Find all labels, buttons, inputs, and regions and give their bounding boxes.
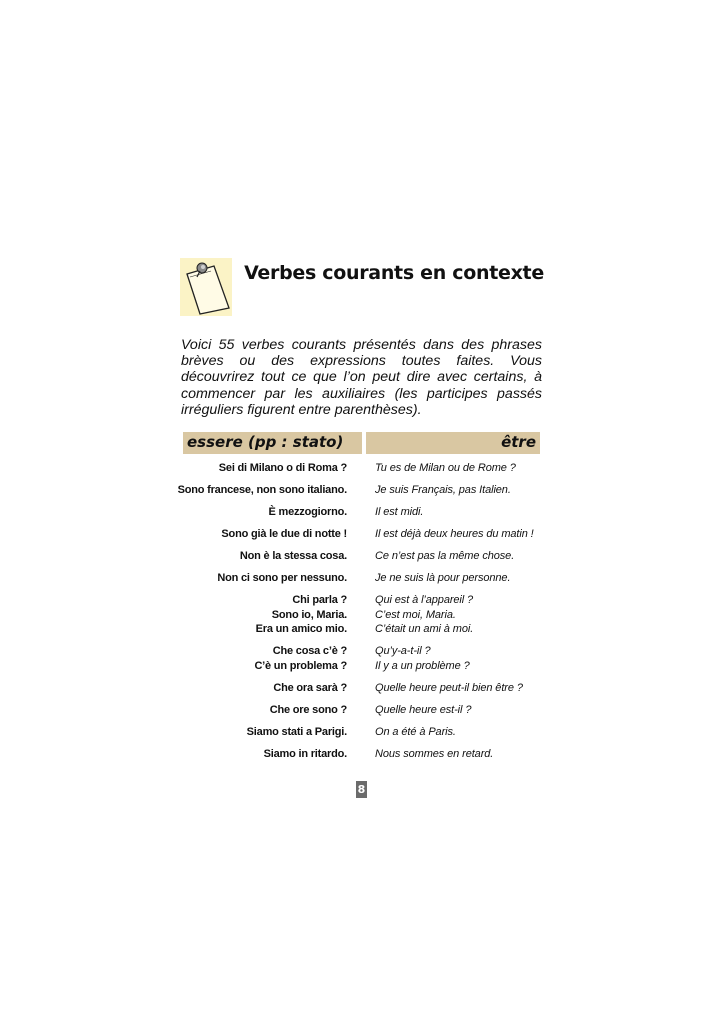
french-translation-line: On a été à Paris. <box>375 726 456 738</box>
french-translation-line: Qui est à l’appareil ? <box>375 594 474 606</box>
french-translation-line: Quelle heure est-il ? <box>375 704 472 716</box>
italian-phrase <box>147 593 347 637</box>
french-translation <box>375 747 545 762</box>
section-header-italian <box>183 432 362 454</box>
italian-phrase <box>147 505 347 520</box>
italian-phrase <box>147 571 347 586</box>
italian-phrase <box>147 703 347 718</box>
italian-phrase-line: Siamo stati a Parigi. <box>246 726 347 738</box>
italian-phrase-line: Che cosa c’è ? <box>272 645 347 657</box>
french-translation-line: Qu’y-a-t-il ? <box>375 645 431 657</box>
french-translation <box>375 593 545 637</box>
italian-phrase-line: Che ore sono ? <box>269 704 347 716</box>
french-translation-line: Il y a un problème ? <box>375 659 470 672</box>
french-translation-line: C’était un ami à moi. <box>375 623 474 635</box>
italian-phrase-line: Era un amico mio. <box>255 623 347 635</box>
french-translation-line: Quelle heure peut-il bien être ? <box>375 682 523 694</box>
french-translation-line: Il est déjà deux heures du matin ! <box>375 528 534 540</box>
french-translation-line: Nous sommes en retard. <box>375 748 494 760</box>
italian-phrase-line: C’è un problema ? <box>254 659 347 672</box>
section-header-french-label: être <box>501 433 536 451</box>
french-translation <box>375 681 545 696</box>
italian-phrase <box>147 527 347 542</box>
italian-phrase-line: Non ci sono per nessuno. <box>217 572 347 584</box>
french-translation <box>375 644 545 673</box>
italian-phrase <box>147 681 347 696</box>
italian-phrase-line: Sono francese, non sono italiano. <box>177 484 347 496</box>
french-translation-line: Je ne suis là pour personne. <box>375 572 511 584</box>
french-translation <box>375 703 545 718</box>
italian-phrase-line: Sei di Milano o di Roma ? <box>218 462 347 474</box>
section-header-french <box>366 432 540 454</box>
italian-phrase <box>147 644 347 673</box>
french-translation <box>375 571 545 586</box>
french-translation <box>375 527 545 542</box>
french-translation-line: Il est midi. <box>375 506 424 518</box>
intro-paragraph: Voici 55 verbes courants présentés dans des phrases brèves ou des expressions toutes faites. Vous découvrirez tout ce que l’on peut dire avec certains, à commencer par les auxiliaires (les participes passés irréguliers figurent entre parenthèses). <box>181 337 542 418</box>
french-translation <box>375 483 545 498</box>
page-number: 8 <box>357 783 366 796</box>
french-translation-line: Tu es de Milan ou de Rome ? <box>375 462 516 474</box>
italian-phrase <box>147 725 347 740</box>
french-translation <box>375 505 545 520</box>
french-translation <box>375 461 545 476</box>
italian-phrase <box>147 483 347 498</box>
italian-phrase-line: Che ora sarà ? <box>273 682 347 694</box>
italian-phrase-line: Chi parla ? <box>292 594 347 606</box>
page-title: Verbes courants en contexte <box>244 262 544 284</box>
pinned-note-icon <box>180 258 232 316</box>
italian-phrase-line: Sono già le due di notte ! <box>221 528 347 540</box>
french-translation-line: Je suis Français, pas Italien. <box>375 484 511 496</box>
section-header-italian-label: essere (pp : stato) <box>187 433 344 451</box>
french-translation-line: Ce n’est pas la même chose. <box>375 550 515 562</box>
french-translation <box>375 549 545 564</box>
french-translation <box>375 725 545 740</box>
italian-phrase-line: Sono io, Maria. <box>271 608 347 621</box>
italian-phrase-line: Non è la stessa cosa. <box>239 550 347 562</box>
italian-phrase <box>147 461 347 476</box>
italian-phrase-line: Siamo in ritardo. <box>263 748 347 760</box>
italian-phrase <box>147 549 347 564</box>
french-translation-line: C’est moi, Maria. <box>375 608 456 621</box>
italian-phrase <box>147 747 347 762</box>
italian-phrase-line: È mezzogiorno. <box>268 506 347 518</box>
